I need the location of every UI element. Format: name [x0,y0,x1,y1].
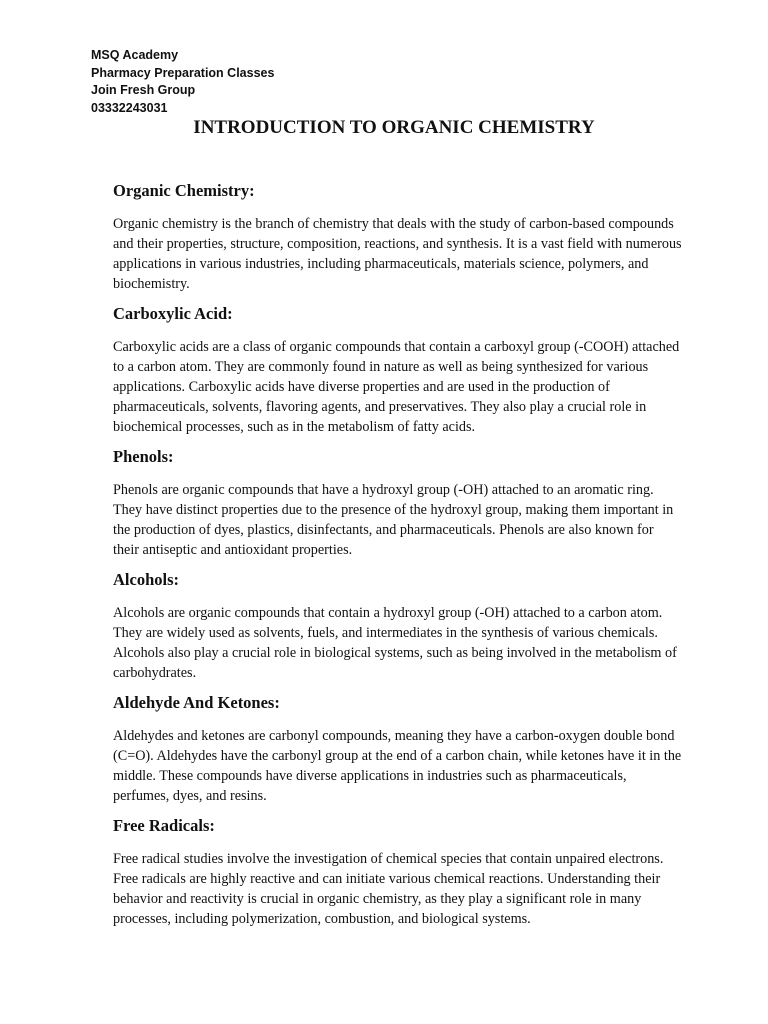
section-body: Organic chemistry is the branch of chemistry that deals with the study of carbon-based compounds and their properties, structure, composition, reactions, and synthesis. It is a vast field with numerous applications in various industries, including pharmaceuticals, materials science, polymers, and biochemistry. [113,216,682,292]
section-aldehyde-ketones [113,693,683,806]
section-organic-chemistry [113,181,683,294]
section-carboxylic-acid [113,304,683,437]
section-alcohols [113,570,683,683]
header-phone: 03332243031 [91,100,168,115]
section-phenols [113,447,683,560]
section-heading: Carboxylic Acid: [113,304,233,323]
section-body: Free radical studies involve the investigation of chemical species that contain unpaired electrons. Free radicals are highly reactive and can initiate various chemical reactions. Understanding their behavior and reactivity is crucial in organic chemistry, as they play a significant role in many processes, including polymerization, combustion, and biological systems. [113,851,664,927]
section-free-radicals [113,816,683,929]
section-body: Alcohols are organic compounds that contain a hydroxyl group (-OH) attached to a carbon atom. They are widely used as solvents, fuels, and intermediates in the synthesis of various chemicals. Alcohols also play a crucial role in biological systems, such as being involved in the metabolism of carbohydrates. [113,605,677,681]
header-block [91,47,274,117]
header-classes: Pharmacy Preparation Classes [91,65,275,80]
document-content [113,181,683,939]
header-join-group: Join Fresh Group [91,83,196,97]
section-body: Carboxylic acids are a class of organic compounds that contain a carboxyl group (-COOH) attached to a carbon atom. They are commonly found in nature as well as being synthesized for various applications. Carboxylic acids have diverse properties and are used in the production of pharmaceuticals, solvents, flavoring agents, and preservatives. They also play a crucial role in biochemical processes, such as in the metabolism of fatty acids. [113,339,680,435]
section-body: Phenols are organic compounds that have a hydroxyl group (-OH) attached to an aromatic ring. They have distinct properties due to the presence of the hydroxyl group, making them important in the production of dyes, plastics, disinfectants, and pharmaceuticals. Phenols are also known for their antiseptic and antioxidant properties. [113,482,674,558]
section-body: Aldehydes and ketones are carbonyl compounds, meaning they have a carbon-oxygen double bond (C=O). Aldehydes have the carbonyl group at the end of a carbon chain, while ketones have it in the middle. These compounds have diverse applications in industries such as pharmaceuticals, perfumes, dyes, and resins. [113,728,682,804]
header-academy-name: MSQ Academy [91,48,179,62]
section-heading: Alcohols: [113,570,179,589]
document-title: INTRODUCTION TO ORGANIC CHEMISTRY [193,117,595,138]
section-heading: Aldehyde And Ketones: [113,693,280,712]
section-heading: Phenols: [113,447,174,466]
section-heading: Organic Chemistry: [113,181,255,200]
section-heading: Free Radicals: [113,816,215,835]
